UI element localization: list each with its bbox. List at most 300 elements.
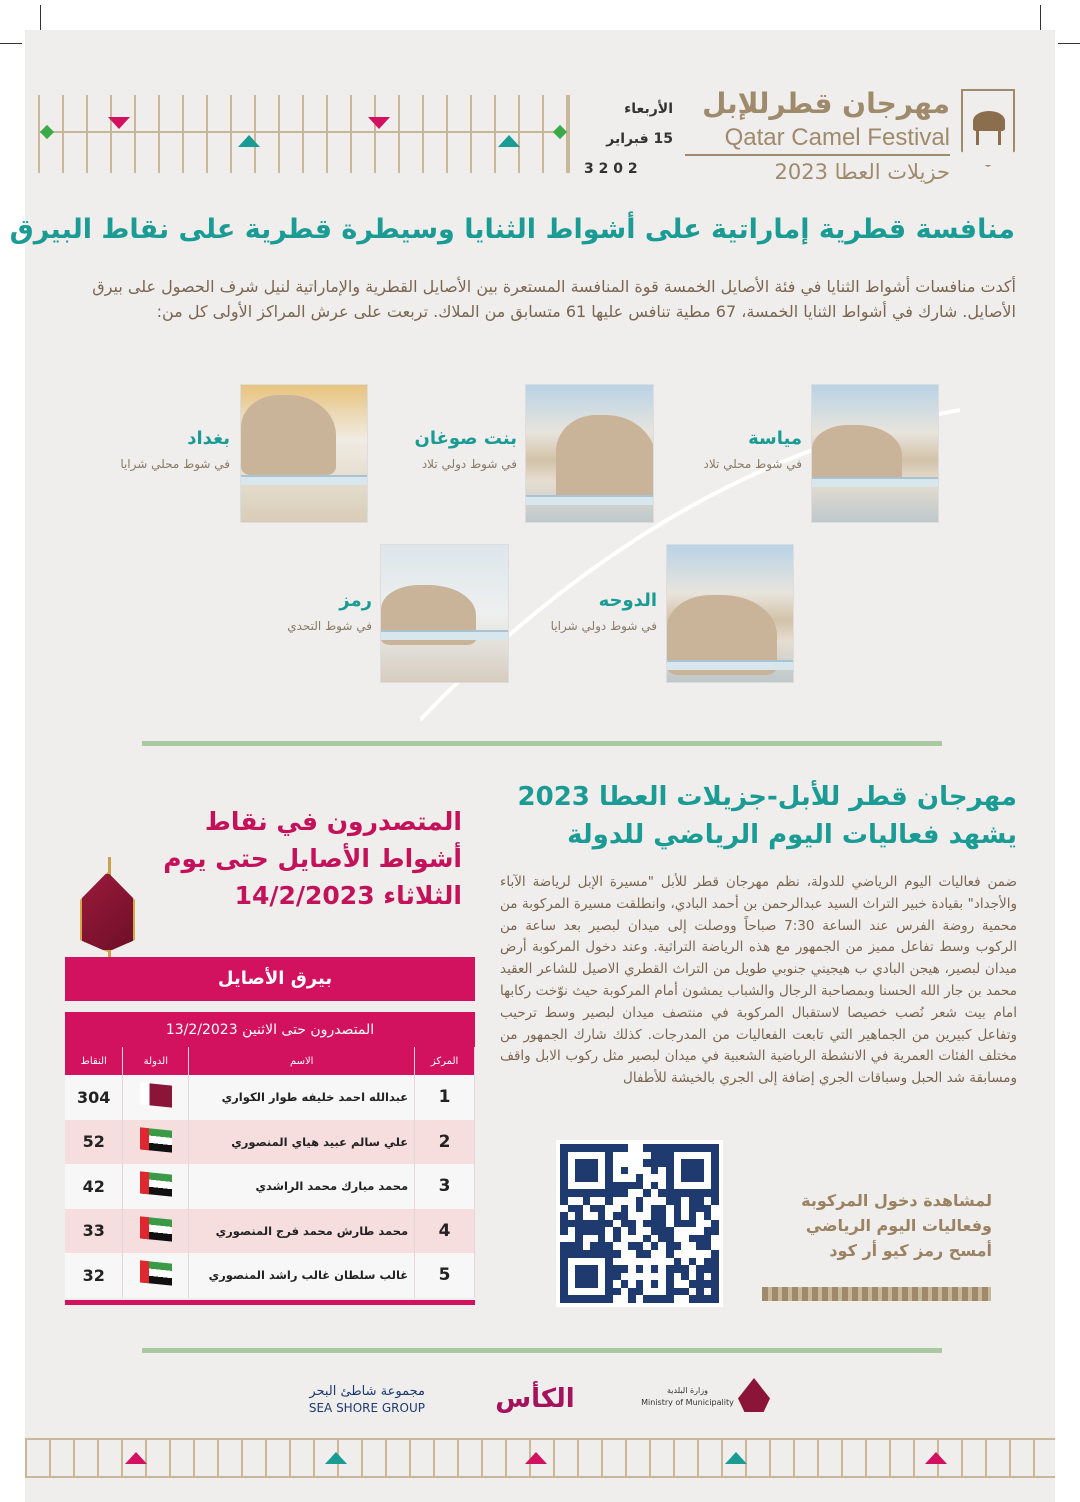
qr-module — [666, 1273, 674, 1281]
qatar-flag-icon — [140, 1083, 172, 1108]
qr-module — [613, 1167, 621, 1175]
qr-module — [658, 1258, 666, 1266]
date: 15 فبراير — [606, 131, 673, 147]
qr-module — [590, 1159, 598, 1167]
qr-module — [636, 1212, 644, 1220]
winner-round: في شوط محلي شرايا — [120, 457, 230, 471]
qr-module — [560, 1235, 568, 1243]
qr-code[interactable] — [556, 1140, 723, 1307]
qr-module — [583, 1273, 591, 1281]
qr-module — [560, 1212, 568, 1220]
qr-module — [658, 1144, 666, 1152]
qr-module — [568, 1197, 576, 1205]
qr-module — [598, 1258, 606, 1266]
qr-module — [674, 1235, 682, 1243]
qr-module — [643, 1288, 651, 1296]
qr-module — [674, 1273, 682, 1281]
qr-module — [605, 1144, 613, 1152]
qr-module — [560, 1167, 568, 1175]
qr-module — [605, 1205, 613, 1213]
qr-module — [613, 1280, 621, 1288]
qr-module — [628, 1189, 636, 1197]
qr-module — [643, 1242, 651, 1250]
qr-module — [605, 1280, 613, 1288]
camel-photo-ramz — [380, 544, 509, 683]
qr-module — [666, 1197, 674, 1205]
qr-module — [636, 1250, 644, 1258]
qr-module — [711, 1174, 719, 1182]
country — [123, 1209, 189, 1254]
qr-module — [568, 1250, 576, 1258]
qr-module — [674, 1189, 682, 1197]
qr-module — [590, 1227, 598, 1235]
qr-module — [643, 1265, 651, 1273]
qr-module — [598, 1174, 606, 1182]
country — [123, 1164, 189, 1209]
qr-module — [628, 1144, 636, 1152]
points: 32 — [65, 1253, 123, 1298]
qr-module — [666, 1159, 674, 1167]
qr-module — [704, 1265, 712, 1273]
qr-module — [658, 1189, 666, 1197]
qr-module — [621, 1182, 629, 1190]
points: 304 — [65, 1075, 123, 1120]
qr-module — [658, 1152, 666, 1160]
qr-module — [613, 1227, 621, 1235]
qr-module — [636, 1159, 644, 1167]
qr-module — [689, 1288, 697, 1296]
qr-module — [643, 1273, 651, 1281]
qr-module — [590, 1288, 598, 1296]
qr-module — [658, 1182, 666, 1190]
qr-module — [711, 1220, 719, 1228]
article2-body: ضمن فعاليات اليوم الرياضي للدولة، نظم مهرجان قطر للأبل "مسيرة الإبل لرياضة الآباء والأجداد" بقيادة خبير التراث السيد عبدالرحمن بن أحمد البادي، وانطلقت مسيرة المركوبة من محمية روضة الفرس عند الساعة 7:30 صباحاً ووصلت إلى ميدان لبصير بعد ساعة من الركوب وسط تفاعل مميز من الجمهور مع هذه الرياضة التراثية. وعند دخول المركوبة أرض ميدان لبصير، هيجن البادي ب هيجيني جنوبي طويل من التراث القطري الاصيل للشاعر العقيد محمد بن جار الله الحسنا وبمصاحبة الرجال والشباب يمشون أمام المركوبة حيث نوّخت ركابها امام بيت شعر نُصب خصيصا لاستقبال المركوبة في منتصف ميدان لبصير وسط ترحيب وتفاعل كبيرين من الجماهير التي تابعت الفعاليات من المدرجات. كذلك شارك الجمهور من مختلف الفئات العمرية في الانشطة الرياضية الشعبية في ميدان لبصير مثل ركوب الابل واقف ومسابقة شد الحبل وسباقات الجري إضافة إلى الجري بالخيشة للأطفال — [500, 874, 1017, 1087]
qr-module — [628, 1295, 636, 1303]
qr-module — [696, 1174, 704, 1182]
qr-module — [681, 1182, 689, 1190]
qr-module — [583, 1152, 591, 1160]
qr-module — [651, 1265, 659, 1273]
qr-module — [575, 1167, 583, 1175]
leaders-title — [150, 803, 462, 914]
qr-module — [568, 1205, 576, 1213]
qr-module — [658, 1197, 666, 1205]
qr-module — [613, 1250, 621, 1258]
qr-module — [666, 1167, 674, 1175]
qr-module — [598, 1212, 606, 1220]
qr-module — [613, 1212, 621, 1220]
qr-module — [696, 1265, 704, 1273]
rank: 5 — [415, 1253, 475, 1298]
qr-module — [674, 1280, 682, 1288]
qr-module — [628, 1167, 636, 1175]
qr-module — [658, 1288, 666, 1296]
qr-module — [628, 1212, 636, 1220]
qr-module — [681, 1295, 689, 1303]
winner-name: بنت صوغان — [414, 428, 517, 449]
qr-module — [696, 1242, 704, 1250]
table-row — [65, 1075, 475, 1120]
qr-module — [613, 1205, 621, 1213]
qr-module — [568, 1242, 576, 1250]
qr-module — [689, 1159, 697, 1167]
qr-module — [643, 1280, 651, 1288]
qr-module — [681, 1227, 689, 1235]
qr-module — [636, 1205, 644, 1213]
qr-module — [575, 1273, 583, 1281]
qr-module — [613, 1273, 621, 1281]
qr-module — [560, 1250, 568, 1258]
qr-module — [696, 1212, 704, 1220]
qr-module — [636, 1258, 644, 1266]
qr-module — [636, 1280, 644, 1288]
qr-module — [628, 1288, 636, 1296]
qr-module — [681, 1235, 689, 1243]
sponsor-alkass-logo: الكأس — [495, 1384, 575, 1414]
winner-caption — [395, 428, 517, 471]
qr-module — [575, 1159, 583, 1167]
qr-module — [575, 1152, 583, 1160]
crop-mark — [40, 5, 41, 30]
qr-module — [666, 1144, 674, 1152]
qr-module — [590, 1205, 598, 1213]
qr-module — [658, 1167, 666, 1175]
qr-module — [605, 1197, 613, 1205]
title-line: الثلاثاء 14/2/2023 — [234, 881, 462, 910]
qr-module — [575, 1220, 583, 1228]
table-row — [65, 1164, 475, 1209]
qr-module — [605, 1265, 613, 1273]
qr-module — [689, 1227, 697, 1235]
qr-module — [590, 1152, 598, 1160]
col-points: النقاط — [65, 1047, 123, 1075]
qr-module — [583, 1189, 591, 1197]
camel-photo-bint-soghan — [525, 384, 654, 523]
qr-module — [704, 1144, 712, 1152]
winner-round: في شوط التحدي — [287, 619, 372, 633]
qr-module — [583, 1295, 591, 1303]
qr-module — [621, 1250, 629, 1258]
qr-module — [560, 1220, 568, 1228]
qr-module — [711, 1250, 719, 1258]
qr-module — [651, 1205, 659, 1213]
country — [123, 1120, 189, 1165]
qr-module — [704, 1152, 712, 1160]
qr-module — [568, 1273, 576, 1281]
qr-module — [598, 1242, 606, 1250]
qr-module — [636, 1189, 644, 1197]
qr-module — [658, 1212, 666, 1220]
qr-module — [674, 1242, 682, 1250]
qr-module — [568, 1167, 576, 1175]
qr-module — [666, 1174, 674, 1182]
qr-module — [643, 1197, 651, 1205]
qr-module — [560, 1295, 568, 1303]
qr-module — [628, 1273, 636, 1281]
qr-module — [605, 1295, 613, 1303]
qr-module — [681, 1242, 689, 1250]
qr-module — [628, 1197, 636, 1205]
qr-module — [666, 1205, 674, 1213]
qr-module — [651, 1235, 659, 1243]
qr-module — [613, 1235, 621, 1243]
qr-module — [704, 1220, 712, 1228]
qr-module — [568, 1152, 576, 1160]
name: محمد مبارك محمد الراشدي — [189, 1164, 415, 1209]
winner-name: الدوحه — [598, 590, 657, 611]
qr-module — [636, 1174, 644, 1182]
qr-module — [704, 1242, 712, 1250]
qr-module — [560, 1159, 568, 1167]
qr-module — [613, 1197, 621, 1205]
article2-headline — [500, 778, 1017, 854]
qr-module — [621, 1212, 629, 1220]
qr-module — [666, 1288, 674, 1296]
qr-module — [651, 1242, 659, 1250]
qr-module — [681, 1212, 689, 1220]
qr-module — [598, 1205, 606, 1213]
qr-module — [613, 1152, 621, 1160]
qr-module — [651, 1182, 659, 1190]
qr-module — [711, 1295, 719, 1303]
qr-module — [590, 1167, 598, 1175]
qr-module — [575, 1242, 583, 1250]
rank: 1 — [415, 1075, 475, 1120]
qr-module — [674, 1159, 682, 1167]
qr-module — [583, 1167, 591, 1175]
qr-module — [711, 1265, 719, 1273]
qr-module — [704, 1197, 712, 1205]
winner-round: في شوط دولي شرايا — [550, 619, 657, 633]
qr-module — [666, 1182, 674, 1190]
qr-module — [674, 1250, 682, 1258]
title-ar: مهرجان قطرللإبل — [702, 87, 950, 120]
qr-module — [658, 1174, 666, 1182]
qr-module — [704, 1295, 712, 1303]
banner-label: بيرق الأصايل — [217, 968, 333, 989]
qr-module — [583, 1182, 591, 1190]
qr-module — [598, 1144, 606, 1152]
qr-module — [696, 1295, 704, 1303]
uae-flag-icon — [140, 1127, 172, 1152]
qr-module — [590, 1258, 598, 1266]
qr-module — [681, 1250, 689, 1258]
qr-module — [636, 1220, 644, 1228]
qr-module — [605, 1220, 613, 1228]
qr-module — [568, 1227, 576, 1235]
qr-module — [628, 1220, 636, 1228]
qr-module — [575, 1205, 583, 1213]
qr-module — [643, 1258, 651, 1266]
qr-module — [621, 1220, 629, 1228]
qr-module — [689, 1280, 697, 1288]
qr-module — [605, 1152, 613, 1160]
qr-module — [590, 1242, 598, 1250]
qr-module — [613, 1295, 621, 1303]
qr-module — [560, 1197, 568, 1205]
qr-module — [583, 1212, 591, 1220]
qr-caption-line: لمشاهدة دخول المركوبة — [801, 1191, 992, 1210]
qr-module — [598, 1288, 606, 1296]
qr-module — [704, 1235, 712, 1243]
qr-module — [681, 1205, 689, 1213]
qr-module — [643, 1250, 651, 1258]
qr-module — [621, 1242, 629, 1250]
qr-module — [621, 1258, 629, 1266]
qr-module — [621, 1144, 629, 1152]
qr-module — [621, 1174, 629, 1182]
qr-module — [643, 1144, 651, 1152]
article1-body: أكدت منافسات أشواط الثنايا في فئة الأصايل الخمسة قوة المنافسة المستعرة بين الأصايل القطرية والإماراتية لنيل شرف الحصول على بيرق الأصايل. شارك في أشواط الثنايا الخمسة، 67 مطية تنافس عليها 61 متسابق من الملاك. تربعت على عرش المراكز الأولى كل من: — [92, 277, 1016, 321]
qr-module — [651, 1189, 659, 1197]
name: علي سالم عبيد هياي المنصوري — [189, 1120, 415, 1165]
qr-module — [651, 1144, 659, 1152]
qr-module — [590, 1273, 598, 1281]
qr-module — [651, 1258, 659, 1266]
qr-module — [711, 1205, 719, 1213]
qr-module — [621, 1152, 629, 1160]
qr-module — [674, 1182, 682, 1190]
qr-module — [651, 1152, 659, 1160]
qr-module — [681, 1167, 689, 1175]
qr-module — [605, 1250, 613, 1258]
qr-module — [560, 1189, 568, 1197]
table-bottom-border — [65, 1300, 475, 1305]
qr-module — [674, 1197, 682, 1205]
qr-module — [605, 1174, 613, 1182]
qr-module — [696, 1159, 704, 1167]
qr-module — [681, 1197, 689, 1205]
qr-module — [575, 1144, 583, 1152]
qr-module — [605, 1189, 613, 1197]
sponsor-name-en: SEA SHORE GROUP — [308, 1401, 425, 1415]
qr-module — [651, 1167, 659, 1175]
qr-module — [598, 1273, 606, 1281]
qr-module — [643, 1295, 651, 1303]
qr-module — [590, 1220, 598, 1228]
rank: 4 — [415, 1209, 475, 1254]
qr-module — [636, 1265, 644, 1273]
qr-module — [590, 1295, 598, 1303]
uae-flag-icon — [140, 1172, 172, 1197]
qr-module — [696, 1288, 704, 1296]
qr-module — [560, 1265, 568, 1273]
qr-module — [598, 1159, 606, 1167]
qr-module — [651, 1227, 659, 1235]
qr-module — [704, 1212, 712, 1220]
qr-module — [621, 1288, 629, 1296]
qr-module — [560, 1174, 568, 1182]
qr-module — [681, 1265, 689, 1273]
qr-module — [583, 1220, 591, 1228]
qr-module — [605, 1273, 613, 1281]
qr-module — [613, 1288, 621, 1296]
qr-module — [681, 1144, 689, 1152]
qr-module — [568, 1220, 576, 1228]
crop-mark — [1040, 5, 1041, 30]
qr-module — [575, 1174, 583, 1182]
qr-module — [666, 1227, 674, 1235]
qr-module — [711, 1197, 719, 1205]
qr-module — [590, 1235, 598, 1243]
qr-module — [568, 1144, 576, 1152]
qr-caption-line: أمسح رمز كيو أر كود — [829, 1241, 992, 1260]
qr-module — [628, 1258, 636, 1266]
qr-module — [598, 1182, 606, 1190]
col-rank: المركز — [415, 1047, 475, 1075]
qr-module — [674, 1295, 682, 1303]
qr-module — [613, 1220, 621, 1228]
qr-module — [696, 1273, 704, 1281]
qr-module — [674, 1288, 682, 1296]
qr-module — [613, 1242, 621, 1250]
qr-module — [658, 1159, 666, 1167]
qr-module — [583, 1174, 591, 1182]
winner-name: رمز — [339, 590, 372, 611]
qr-module — [711, 1144, 719, 1152]
qr-module — [583, 1250, 591, 1258]
winner-name: مياسة — [748, 428, 802, 449]
sponsor-name-ar: مجموعة شاطئ البحر — [309, 1384, 425, 1399]
qr-module — [643, 1220, 651, 1228]
qr-module — [583, 1242, 591, 1250]
rank: 3 — [415, 1164, 475, 1209]
footer-decoration — [25, 1438, 1055, 1478]
qr-module — [711, 1152, 719, 1160]
qr-module — [575, 1212, 583, 1220]
qr-module — [651, 1288, 659, 1296]
table-row — [65, 1120, 475, 1165]
headline-line: مهرجان قطر للأبل-جزيلات العطا 2023 — [517, 782, 1017, 812]
qr-module — [590, 1250, 598, 1258]
qr-module — [621, 1273, 629, 1281]
qr-module — [681, 1189, 689, 1197]
title-line: المتصدرون في نقاط — [204, 807, 462, 836]
qr-module — [658, 1273, 666, 1281]
qr-module — [636, 1295, 644, 1303]
qr-module — [681, 1152, 689, 1160]
qr-module — [583, 1159, 591, 1167]
name: غالب سلطان غالب راشد المنصوري — [189, 1253, 415, 1298]
qr-module — [636, 1197, 644, 1205]
header-date — [578, 94, 673, 184]
qr-module — [704, 1189, 712, 1197]
qr-module — [598, 1189, 606, 1197]
qr-module — [696, 1197, 704, 1205]
qr-module — [704, 1273, 712, 1281]
qr-module — [689, 1144, 697, 1152]
qr-module — [674, 1265, 682, 1273]
qr-module — [583, 1280, 591, 1288]
qr-module — [583, 1227, 591, 1235]
qr-module — [575, 1189, 583, 1197]
qr-module — [613, 1189, 621, 1197]
qr-module — [575, 1197, 583, 1205]
qr-module — [696, 1258, 704, 1266]
qr-module — [681, 1220, 689, 1228]
qr-module — [704, 1167, 712, 1175]
qr-module — [658, 1280, 666, 1288]
qr-module — [613, 1182, 621, 1190]
qr-module — [704, 1205, 712, 1213]
winner-caption — [535, 590, 657, 633]
winner-caption — [680, 428, 802, 471]
qr-module — [696, 1220, 704, 1228]
qr-module — [613, 1159, 621, 1167]
qr-module — [621, 1205, 629, 1213]
qr-module — [674, 1144, 682, 1152]
qr-module — [681, 1174, 689, 1182]
